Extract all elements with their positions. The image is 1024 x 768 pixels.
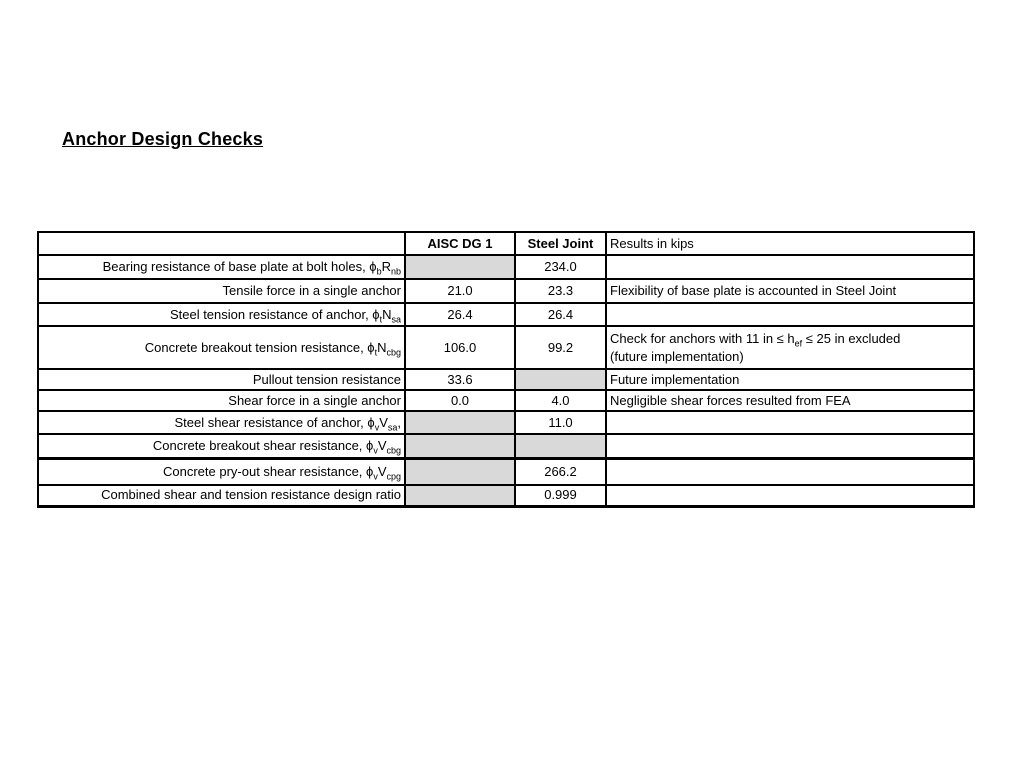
results-note-cell: [606, 485, 974, 506]
steel-joint-value-cell: [515, 369, 606, 390]
table-row: [38, 434, 974, 458]
table-row: [38, 411, 974, 434]
table-row: [38, 485, 974, 506]
table-row: [38, 303, 974, 326]
steel-joint-value-cell: 4.0: [515, 390, 606, 411]
row-label: Concrete breakout tension resistance, $\phi_tN_{cbg}$: [38, 326, 405, 369]
table-row: [38, 279, 974, 303]
row-label: Steel shear resistance of anchor, $\phi_vV_{sa}$,: [38, 411, 405, 434]
aisc-dg1-value-cell: [405, 411, 515, 434]
steel-joint-value-cell: 26.4: [515, 303, 606, 326]
column-header-steel-joint: Steel Joint: [515, 232, 606, 255]
steel-joint-value-cell: 23.3: [515, 279, 606, 303]
row-label: Concrete breakout shear resistance, $\phi_vV_{cbg}$: [38, 434, 405, 458]
results-note-cell: [606, 303, 974, 326]
steel-joint-value-cell: 234.0: [515, 255, 606, 279]
results-note-cell: Check for anchors with 11 in ≤ $h_{ef} \le 25$ in excluded (future implementation): [606, 326, 974, 369]
steel-joint-value-cell: 11.0: [515, 411, 606, 434]
results-note-cell: [606, 458, 974, 485]
results-note-cell: [606, 434, 974, 458]
aisc-dg1-value-cell: [405, 434, 515, 458]
row-label: Concrete pry-out shear resistance, $\phi_vV_{cpg}$: [38, 458, 405, 485]
aisc-dg1-value-cell: 26.4: [405, 303, 515, 326]
aisc-dg1-value-cell: 0.0: [405, 390, 515, 411]
row-label: Steel tension resistance of anchor, $\phi_tN_{sa}$: [38, 303, 405, 326]
table-row: [38, 458, 974, 485]
aisc-dg1-value-cell: 21.0: [405, 279, 515, 303]
row-label: Pullout tension resistance: [38, 369, 405, 390]
table-row: [38, 369, 974, 390]
table-row: [38, 255, 974, 279]
row-label: Tensile force in a single anchor: [38, 279, 405, 303]
aisc-dg1-value-cell: [405, 458, 515, 485]
anchor-design-checks-table: [37, 231, 975, 508]
table-body: [38, 255, 974, 506]
results-note-cell: Flexibility of base plate is accounted in Steel Joint: [606, 279, 974, 303]
page-title: Anchor Design Checks: [62, 129, 264, 149]
row-label: Bearing resistance of base plate at bolt holes, $\phi_bR_{nb}$: [38, 255, 405, 279]
row-label: Shear force in a single anchor: [38, 390, 405, 411]
column-header-results-in-kips: Results in kips: [606, 232, 974, 255]
header-row: [38, 232, 974, 255]
steel-joint-value-cell: [515, 434, 606, 458]
steel-joint-value-cell: 266.2: [515, 458, 606, 485]
aisc-dg1-value-cell: 106.0: [405, 326, 515, 369]
results-note-cell: [606, 255, 974, 279]
aisc-dg1-value-cell: [405, 255, 515, 279]
aisc-dg1-value-cell: 33.6: [405, 369, 515, 390]
aisc-dg1-value-cell: [405, 485, 515, 506]
column-header-aisc-dg-1: AISC DG 1: [405, 232, 515, 255]
results-note-cell: [606, 411, 974, 434]
results-note-cell: Negligible shear forces resulted from FEA: [606, 390, 974, 411]
header-empty-corner-cell: [38, 232, 405, 255]
row-label: Combined shear and tension resistance design ratio: [38, 485, 405, 506]
table-row: [38, 326, 974, 369]
steel-joint-value-cell: 99.2: [515, 326, 606, 369]
results-note-cell: Future implementation: [606, 369, 974, 390]
steel-joint-value-cell: 0.999: [515, 485, 606, 506]
table-row: [38, 390, 974, 411]
